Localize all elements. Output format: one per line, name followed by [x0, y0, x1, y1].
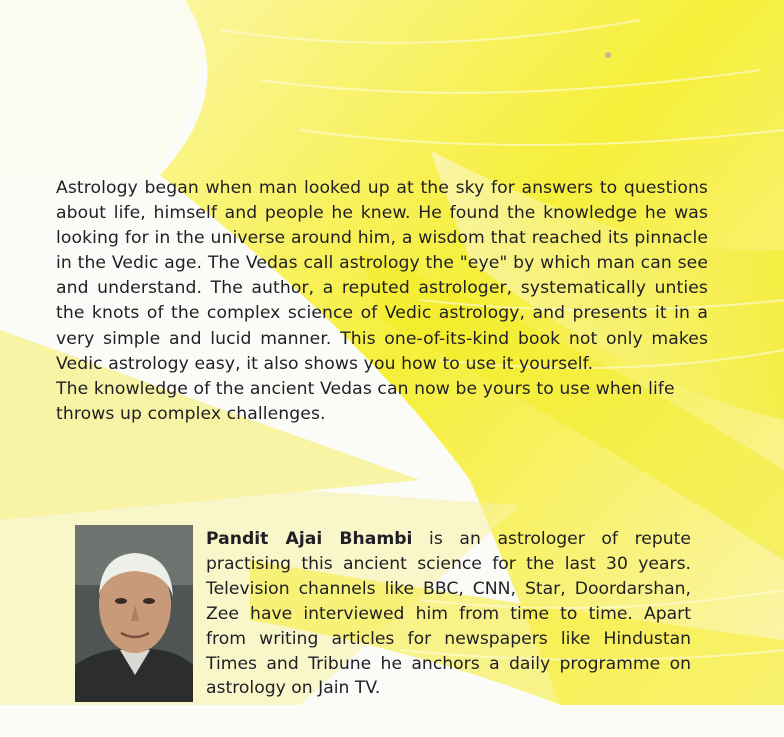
- page-bottom-margin: [0, 705, 784, 737]
- book-description: [56, 176, 708, 427]
- author-bio-text: is an astrologer of repute practising this ancient science for the last 30 years. Television channels like BBC, CNN, Star, Doordarshan, Zee have interviewed him from time to time. Apart from writing articles for newspapers like Hindustan Times and Tribune he anchors a daily programme on astrology on Jain TV.: [206, 529, 691, 699]
- author-bio: [206, 527, 691, 701]
- author-name: Pandit Ajai Bhambi: [206, 529, 413, 549]
- description-paragraph: Astrology began when man looked up at the sky for answers to questions about life, himself and people he knew. He found the knowledge he was looking for in the universe around him, a wisdom that reached its pinnacle in the Vedic age. The Vedas call astrology the "eye" by which man can see and understand. The author, a reputed astrologer, systematically unties the knots of the complex science of Vedic astrology, and presents it in a very simple and lucid manner. This one-of-its-kind book not only makes Vedic astrology easy, it also shows you how to use it yourself.: [56, 178, 708, 374]
- closing-paragraph: The knowledge of the ancient Vedas can now be yours to use when life throws up complex challenges.: [56, 378, 675, 424]
- author-photo: [75, 525, 193, 702]
